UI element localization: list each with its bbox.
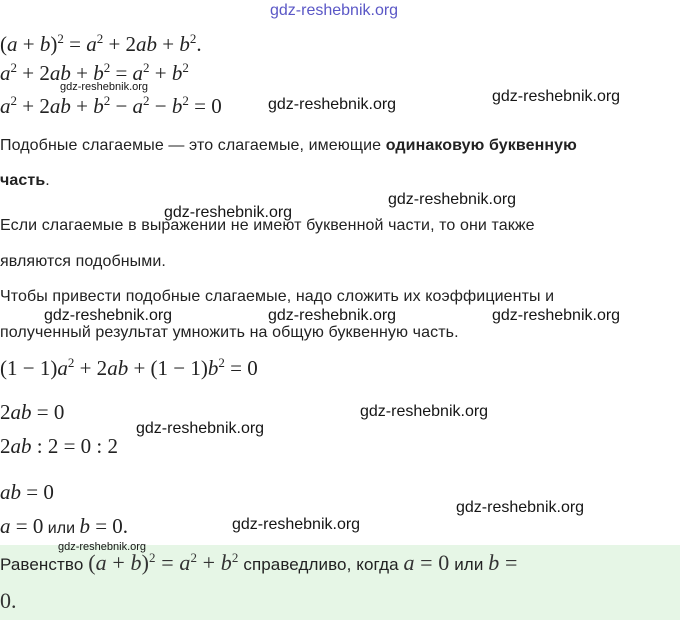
watermark-small-2: gdz-reshebnik.org	[58, 541, 147, 553]
m: 2	[67, 355, 75, 371]
m: + 2	[74, 356, 108, 380]
t: .	[45, 172, 50, 189]
m: (	[0, 32, 7, 56]
m: или	[43, 520, 80, 537]
m: −	[110, 94, 133, 118]
m: )	[141, 550, 150, 575]
m: 2	[190, 550, 198, 566]
m: =	[63, 32, 87, 56]
watermark-4: gdz-reshebnik.org	[388, 191, 517, 208]
m: −	[149, 94, 172, 118]
m: (	[88, 550, 96, 575]
formula-collected	[0, 356, 258, 381]
t-bold: одинаковую буквенную	[385, 137, 577, 154]
m: 2	[218, 355, 225, 371]
m: a	[7, 32, 18, 56]
m: b	[93, 61, 104, 85]
m: ab	[10, 434, 32, 458]
m: =	[499, 550, 518, 575]
m: b	[93, 94, 104, 118]
m: b	[488, 550, 500, 575]
m: a	[86, 32, 97, 56]
watermark-3: gdz-reshebnik.org	[492, 88, 621, 105]
paragraph-definition-line2	[0, 172, 50, 190]
watermark-6: gdz-reshebnik.org	[44, 307, 173, 324]
m: a	[95, 550, 107, 575]
m: 2	[182, 93, 189, 109]
m: b	[220, 550, 232, 575]
m: = 0	[224, 356, 258, 380]
t: Равенство	[0, 555, 89, 574]
formula-square-of-sum	[0, 32, 202, 57]
watermark-10: gdz-reshebnik.org	[136, 420, 265, 437]
m: a	[57, 356, 68, 380]
m: ab	[107, 356, 129, 380]
watermark-top: gdz-reshebnik.org	[270, 2, 399, 19]
m: a	[132, 61, 144, 85]
paragraph-definition-line1	[0, 137, 577, 155]
paragraph-rule-line1: Чтобы привести подобные слагаемые, надо сложить их коэффициенты и	[0, 288, 555, 305]
m: +	[106, 550, 131, 575]
m: b	[79, 514, 90, 538]
m: (1 − 1)	[0, 356, 58, 380]
m: b	[39, 32, 51, 56]
m: + 2	[17, 94, 50, 118]
m: = 0	[414, 550, 450, 575]
m: +	[197, 550, 221, 575]
m: 2	[182, 60, 189, 76]
m: a	[0, 61, 11, 85]
paragraph-rule-line2: полученный результат умножить на общую буквенную часть.	[0, 324, 459, 341]
m: =	[155, 550, 180, 575]
formula-ab-zero	[0, 480, 54, 505]
m: 2	[57, 31, 64, 47]
m: 2	[10, 93, 17, 109]
m: b	[207, 356, 219, 380]
m: ab	[0, 480, 21, 504]
m: = 0	[21, 480, 54, 504]
m: 2	[149, 550, 156, 566]
m: 0.	[0, 588, 17, 613]
formula-conclusion	[0, 514, 128, 539]
m: : 2 = 0 : 2	[31, 434, 119, 458]
m: b	[179, 32, 190, 56]
m: 2	[96, 31, 104, 47]
t: справедливо, когда	[238, 555, 404, 574]
answer-line1	[0, 550, 517, 576]
m: )	[50, 32, 58, 56]
m: .	[196, 32, 202, 56]
paragraph-no-letters-line2: являются подобными.	[0, 253, 166, 270]
m: ab	[49, 94, 71, 118]
m: + 2	[17, 61, 50, 85]
m: = 0	[188, 94, 222, 118]
m: +	[149, 61, 172, 85]
m: 2	[103, 93, 111, 109]
m: ab	[10, 400, 32, 424]
formula-moved-terms	[0, 94, 222, 119]
m: +	[70, 61, 94, 85]
watermark-11: gdz-reshebnik.org	[456, 499, 585, 516]
m: +	[70, 94, 94, 118]
m: ab	[49, 61, 71, 85]
m: b	[171, 61, 183, 85]
m: a	[0, 94, 11, 118]
m: b	[130, 550, 142, 575]
watermark-small-1: gdz-reshebnik.org	[60, 81, 149, 93]
watermark-7: gdz-reshebnik.org	[268, 307, 397, 324]
paragraph-no-letters-line1: Если слагаемые в выражении не имеют буквенной части, то они также	[0, 217, 535, 234]
formula-2ab-zero	[0, 400, 64, 425]
m: a	[179, 550, 191, 575]
m: 2	[10, 60, 17, 76]
m: +	[17, 32, 40, 56]
m: = 0	[10, 514, 44, 538]
m: =	[110, 61, 133, 85]
m: ab	[136, 32, 158, 56]
m: a	[0, 514, 11, 538]
m: = 0.	[89, 514, 129, 538]
m: a	[132, 94, 144, 118]
t: Подобные слагаемые — это слагаемые, имеющие	[0, 137, 386, 154]
m: 2	[189, 31, 197, 47]
m: +	[157, 32, 180, 56]
m: 2	[143, 60, 150, 76]
answer-line2	[0, 588, 17, 614]
m: = 0	[31, 400, 65, 424]
m: 2	[0, 434, 11, 458]
watermark-12: gdz-reshebnik.org	[232, 516, 361, 533]
m: 2	[143, 93, 150, 109]
watermark-8: gdz-reshebnik.org	[492, 307, 621, 324]
m: a	[403, 550, 415, 575]
watermark-5: gdz-reshebnik.org	[164, 204, 293, 221]
m: + (1 − 1)	[128, 356, 208, 380]
t: или	[449, 555, 489, 574]
m: 2	[0, 400, 11, 424]
t-bold: часть	[0, 172, 46, 189]
m: b	[171, 94, 183, 118]
m: + 2	[103, 32, 137, 56]
watermark-2: gdz-reshebnik.org	[268, 96, 397, 113]
m: 2	[103, 60, 111, 76]
watermark-9: gdz-reshebnik.org	[360, 403, 489, 420]
formula-divide	[0, 434, 118, 459]
m: 2	[231, 550, 239, 566]
